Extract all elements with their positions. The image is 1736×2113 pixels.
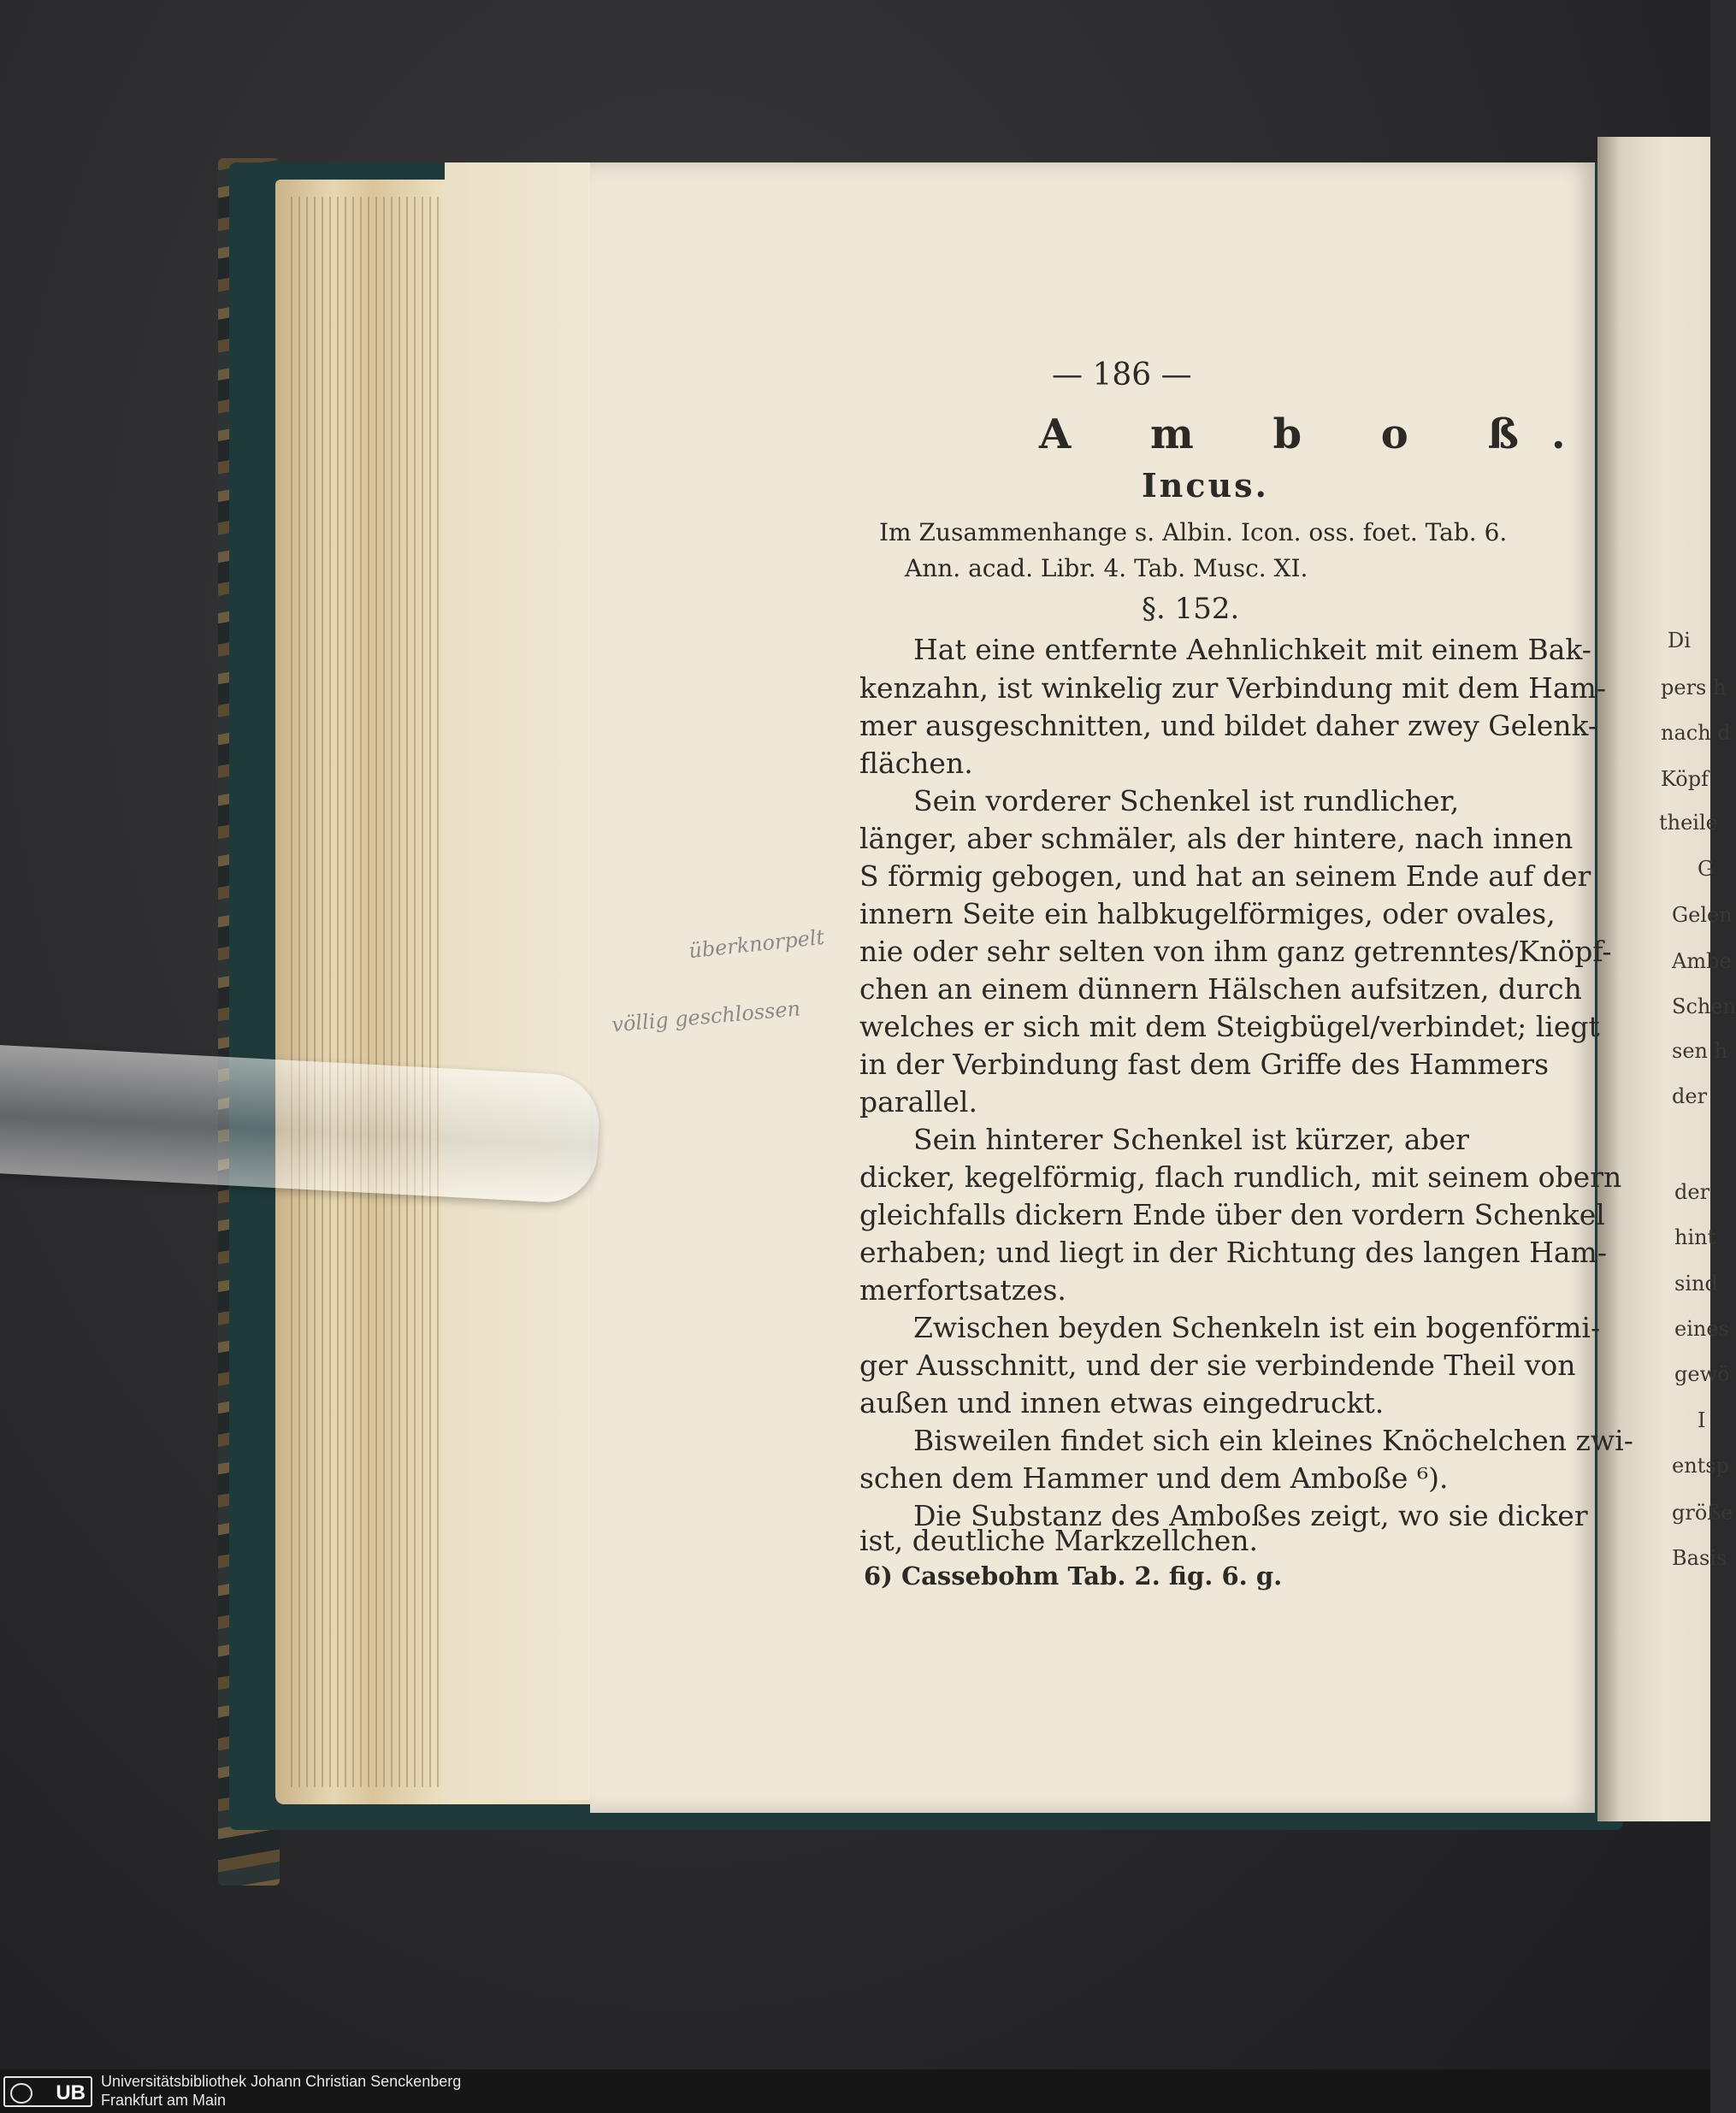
body-line: parallel. bbox=[859, 1085, 977, 1118]
body-line: nie oder sehr selten von ihm ganz getrenntes/Knöpf- bbox=[859, 935, 1612, 968]
page-number: — 186 — bbox=[1052, 357, 1192, 392]
body-line: ger Ausschnitt, und der sie verbindende Theil von bbox=[859, 1349, 1576, 1382]
body-line: erhaben; und liegt in der Richtung des langen Ham- bbox=[859, 1236, 1607, 1269]
body-line: dicker, kegelförmig, flach rundlich, mit seinem obern bbox=[859, 1160, 1622, 1194]
reference-line: Ann. acad. Libr. 4. Tab. Musc. XI. bbox=[905, 554, 1308, 582]
body-line: welches er sich mit dem Steigbügel/verbindet; liegt bbox=[859, 1010, 1600, 1043]
facing-page-fragment: I bbox=[1698, 1408, 1706, 1432]
facing-page-fragment: hint bbox=[1674, 1225, 1716, 1249]
body-line: Sein vorderer Schenkel ist rundlicher, bbox=[913, 784, 1460, 817]
body-line: mer ausgeschnitten, und bildet daher zwey Gelenk- bbox=[859, 709, 1598, 742]
body-line: ist, deutliche Markzellchen. bbox=[859, 1524, 1259, 1557]
body-line: merfortsatzes. bbox=[859, 1273, 1066, 1307]
page-title: A m b o ß. bbox=[1039, 410, 1598, 458]
library-logo bbox=[3, 2076, 92, 2107]
facing-page-fragment: Schen bbox=[1672, 995, 1736, 1018]
facing-page-fragment: pers h bbox=[1661, 676, 1727, 699]
margin-note: überknorpelt bbox=[687, 924, 826, 964]
body-line: länger, aber schmäler, als der hintere, nach innen bbox=[859, 822, 1574, 855]
facing-page-fragment: entsp bbox=[1672, 1454, 1729, 1478]
page-edges bbox=[291, 197, 453, 1787]
body-line: Die Substanz des Amboßes zeigt, wo sie dicker bbox=[913, 1499, 1588, 1532]
body-line: S förmig gebogen, und hat an seinem Ende auf der bbox=[859, 859, 1591, 893]
facing-page-fragment: G bbox=[1698, 857, 1715, 881]
library-city: Frankfurt am Main bbox=[101, 2092, 227, 2109]
body-line: Hat eine entfernte Aehnlichkeit mit einem Bak- bbox=[913, 633, 1591, 666]
facing-page-fragment: Di bbox=[1668, 629, 1691, 652]
body-line: Zwischen beyden Schenkeln ist ein bogenförmi- bbox=[913, 1311, 1601, 1344]
body-line: gleichfalls dickern Ende über den vordern Schenkel bbox=[859, 1198, 1605, 1231]
facing-page-fragment: größe bbox=[1672, 1501, 1733, 1525]
facing-page-fragment: eines bbox=[1674, 1317, 1729, 1341]
facing-page-fragment: nach d bbox=[1661, 721, 1731, 745]
facing-page-fragment: Gelen bbox=[1672, 903, 1733, 927]
margin-note: völlig geschlossen bbox=[611, 996, 802, 1037]
facing-page-fragment: theile bbox=[1659, 811, 1718, 835]
facing-page-fragment: gewö bbox=[1674, 1362, 1730, 1386]
body-line: außen und innen etwas eingedruckt. bbox=[859, 1386, 1385, 1419]
body-line: schen dem Hammer und dem Amboße ⁶). bbox=[859, 1461, 1449, 1495]
body-line: flächen. bbox=[859, 747, 973, 780]
footnote: 6) Cassebohm Tab. 2. fig. 6. g. bbox=[864, 1561, 1283, 1591]
body-line: chen an einem dünnern Hälschen aufsitzen, durch bbox=[859, 972, 1582, 1006]
body-line: Bisweilen findet sich ein kleines Knöchelchen zwi- bbox=[913, 1424, 1633, 1457]
facing-page-fragment: der bbox=[1672, 1084, 1708, 1108]
facing-page-fragment: sen h bbox=[1672, 1039, 1728, 1063]
facing-page-fragment: Köpf bbox=[1661, 767, 1709, 791]
facing-page-fragment: der bbox=[1674, 1180, 1710, 1204]
body-line: Sein hinterer Schenkel ist kürzer, aber bbox=[913, 1123, 1469, 1156]
logo-text: UB bbox=[56, 2081, 86, 2104]
body-line: kenzahn, ist winkelig zur Verbindung mit dem Ham- bbox=[859, 671, 1606, 705]
facing-page-fragment: sind bbox=[1674, 1272, 1718, 1296]
gutter-strip bbox=[445, 162, 594, 1800]
facing-page-fragment: Basis bbox=[1672, 1546, 1727, 1570]
logo-mark-icon bbox=[10, 2083, 32, 2104]
body-line: innern Seite ein halbkugelförmiges, oder ovales, bbox=[859, 897, 1556, 930]
section-heading: §. 152. bbox=[1142, 592, 1240, 626]
body-line: in der Verbindung fast dem Griffe des Hammers bbox=[859, 1048, 1550, 1081]
library-name: Universitätsbibliothek Johann Christian Senckenberg bbox=[101, 2073, 462, 2090]
reference-line: Im Zusammenhange s. Albin. Icon. oss. foet. Tab. 6. bbox=[879, 518, 1508, 546]
facing-page-fragment: Ambe bbox=[1672, 949, 1732, 973]
page-subtitle: Incus. bbox=[1142, 466, 1269, 505]
